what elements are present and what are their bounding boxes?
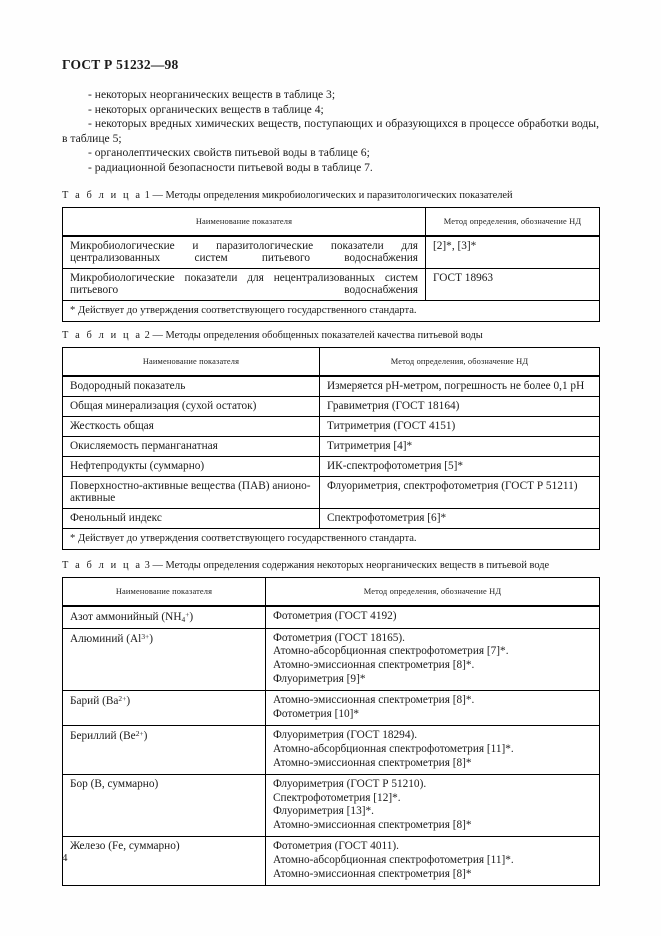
table-row (63, 477, 600, 509)
row-method (320, 376, 600, 397)
table-1-caption-text: — Методы определения микробиологических и паразитологических показателей (152, 190, 513, 201)
table-2-col-name: Наименование показателя (63, 348, 320, 377)
table-row (63, 417, 600, 437)
row-method (320, 477, 600, 509)
row-indicator-name: Бериллий $(Be^{2+})$ (63, 726, 266, 775)
table-footnote: * Действует до утверждения соответствующего государственного стандарта. (63, 529, 600, 550)
table-row (63, 457, 600, 477)
method-line: Фотометрия (ГОСТ 18165). (273, 631, 405, 644)
table-footnote-row (63, 529, 600, 550)
row-method (426, 236, 600, 269)
table-footnote: * Действует до утверждения соответствующего государственного стандарта. (63, 301, 600, 322)
method-line: Фотометрия (ГОСТ 4192) (273, 610, 397, 622)
row-indicator-name: Микробиологические показатели для нецентрализованных систем питьевого водоснабжения (63, 269, 426, 301)
row-indicator-name: Алюминий $(Al^{3+})$ (63, 628, 266, 690)
table-row (63, 269, 600, 301)
table-2-caption-number: 2 (144, 330, 150, 341)
method-line: Спектрофотометрия [12]*. (273, 791, 401, 804)
table-2-header-row (63, 348, 600, 377)
method-line: Атомно-эмиссионная спектрометрия [8]* (273, 867, 472, 880)
table-row (63, 691, 600, 726)
table-2-caption (62, 330, 600, 341)
table-2-caption-label: Т а б л и ц а (62, 330, 143, 341)
row-method (320, 509, 600, 529)
method-line: Фотометрия (ГОСТ 4011). (273, 840, 399, 853)
table-row (63, 397, 600, 417)
row-method (266, 775, 600, 837)
table-3-col-method: Метод определения, обозначение НД (266, 578, 600, 607)
standard-designation: ГОСТ Р 51232—98 (62, 57, 179, 72)
row-method (266, 837, 600, 886)
method-line: Атомно-абсорбционная спектрофотометрия [11]*. (273, 742, 514, 755)
table-row (63, 837, 600, 886)
intro-line: - органолептических свойств питьевой воды в таблице 6; (88, 146, 370, 160)
row-method (320, 457, 600, 477)
table-1-col-name: Наименование показателя (63, 208, 426, 237)
table-row (63, 628, 600, 690)
method-line: ИК-спектрофотометрия [5]* (327, 460, 464, 472)
method-line: Флуориметрия, спектрофотометрия (ГОСТ Р 51211) (327, 480, 578, 492)
table-1-caption-label: Т а б л и ц а (62, 190, 143, 201)
table-row (63, 726, 600, 775)
row-indicator-name: Барий $(Ba^{2+})$ (63, 691, 266, 726)
intro-line: - некоторых органических веществ в таблице 4; (88, 102, 324, 116)
method-line: Атомно-эмиссионная спектрометрия [8]*. (273, 658, 475, 671)
row-indicator-name: Фенольный индекс (63, 509, 320, 529)
row-method (320, 417, 600, 437)
method-line: Фотометрия [10]* (273, 707, 360, 720)
table-footnote-row (63, 301, 600, 322)
table-3-col-name: Наименование показателя (63, 578, 266, 607)
row-method (426, 269, 600, 301)
table-1 (62, 207, 600, 322)
method-line: ГОСТ 18963 (433, 272, 494, 284)
method-line: Атомно-абсорбционная спектрофотометрия [7]*. (273, 645, 509, 658)
method-line: Флуориметрия [13]*. (273, 805, 374, 818)
table-row (63, 606, 600, 628)
table-row (63, 437, 600, 457)
method-line: Гравиметрия (ГОСТ 18164) (327, 400, 460, 412)
table-3-header-row (63, 578, 600, 607)
intro-line: - радиационной безопасности питьевой воды в таблице 7. (88, 160, 373, 174)
table-row (63, 775, 600, 837)
table-3-block (62, 560, 600, 886)
row-indicator-name: Поверхностно-активные вещества (ПАВ) анионо-активные (63, 477, 320, 509)
row-method (320, 397, 600, 417)
method-line: Спектрофотометрия [6]* (327, 512, 447, 524)
table-2-col-method: Метод определения, обозначение НД (320, 348, 600, 377)
table-1-col-method: Метод определения, обозначение НД (426, 208, 600, 237)
table-2 (62, 347, 600, 550)
method-line: [2]*, [3]* (433, 240, 477, 252)
row-indicator-name: Нефтепродукты (суммарно) (63, 457, 320, 477)
method-line: Флуориметрия [9]* (273, 672, 366, 685)
table-1-caption (62, 190, 600, 201)
row-method (266, 606, 600, 628)
method-line: Атомно-абсорбционная спектрофотометрия [11]*. (273, 854, 514, 867)
table-3 (62, 577, 600, 886)
method-line: Измеряется рН-метром, погрешность не более 0,1 рН (327, 380, 585, 392)
method-line: Титриметрия [4]* (327, 440, 413, 452)
table-3-caption-label: Т а б л и ц а (62, 560, 143, 571)
table-row (63, 236, 600, 269)
page-number: 4 (62, 852, 68, 864)
method-line: Атомно-эмиссионная спектрометрия [8]* (273, 818, 472, 831)
table-3-caption-text: — Методы определения содержания некоторых неорганических веществ в питьевой воде (152, 560, 550, 571)
table-1-header-row (63, 208, 600, 237)
intro-line: - некоторых неорганических веществ в таблице 3; (88, 88, 336, 101)
row-method (320, 437, 600, 457)
method-line: Флуориметрия (ГОСТ Р 51210). (273, 778, 427, 791)
row-indicator-name: Бор (В, суммарно) (63, 775, 266, 837)
row-indicator-name: Азот аммонийный $(NH_4^+)$ (63, 606, 266, 628)
row-method (266, 628, 600, 690)
row-indicator-name: Окисляемость перманганатная (63, 437, 320, 457)
table-row (63, 376, 600, 397)
row-indicator-name: Общая минерализация (сухой остаток) (63, 397, 320, 417)
table-3-caption (62, 560, 600, 571)
method-line: Атомно-эмиссионная спектрометрия [8]*. (273, 694, 475, 707)
row-indicator-name: Водородный показатель (63, 376, 320, 397)
table-row (63, 509, 600, 529)
table-3-caption-number: 3 (144, 560, 150, 571)
intro-list (62, 88, 599, 176)
row-method (266, 691, 600, 726)
table-1-caption-number: 1 (144, 190, 150, 201)
method-line: Титриметрия (ГОСТ 4151) (327, 420, 456, 432)
intro-line: - некоторых вредных химических веществ, поступающих и образующихся в процессе обработки воды, в таблице 5; (62, 117, 599, 145)
row-indicator-name: Железо (Fe, суммарно) (63, 837, 266, 886)
table-1-block (62, 190, 600, 322)
row-indicator-name: Микробиологические и паразитологические показатели для централизованных систем питьевого водоснабжения (63, 236, 426, 269)
row-indicator-name: Жесткость общая (63, 417, 320, 437)
row-method (266, 726, 600, 775)
table-2-block (62, 330, 600, 550)
method-line: Флуориметрия (ГОСТ 18294). (273, 729, 418, 742)
method-line: Атомно-эмиссионная спектрометрия [8]* (273, 756, 472, 769)
table-2-caption-text: — Методы определения обобщенных показателей качества питьевой воды (152, 330, 483, 341)
